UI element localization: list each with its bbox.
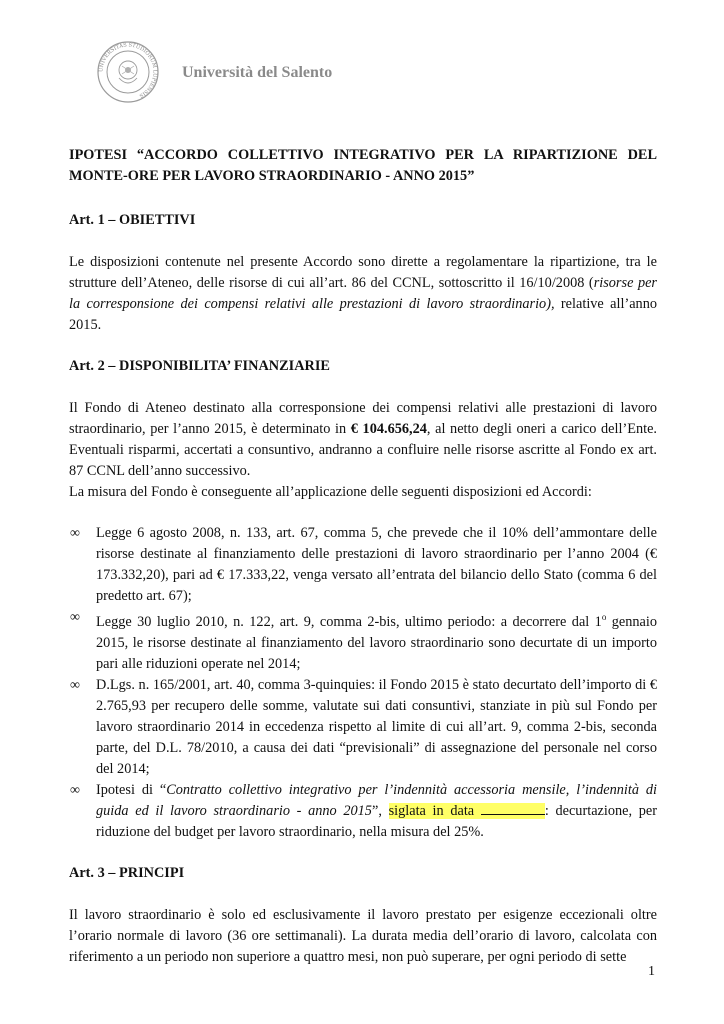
art2-heading: Art. 2 – DISPONIBILITA’ FINANZIARIE: [69, 358, 330, 374]
university-seal-logo: [96, 40, 160, 104]
art2-intro-list: La misura del Fondo è conseguente all’applicazione delle seguenti disposizioni ed Accordi:: [69, 484, 592, 500]
list-item: ∞ D.Lgs. n. 165/2001, art. 40, comma 3-quinquies: il Fondo 2015 è stato decurtato dell’importo di € 2.765,93 per recupero delle somme, valutate sui dati consuntivi, stanziate in più sul Fondo per lavoro straordinario 2014 in eccedenza rispetto al limite di cui all’art. 9, comma 2-bis, seconda parte, del D.L. 78/2010, a causa dei dati “previsionali” di assegnazione del personale nel corso del 2014;: [70, 676, 657, 777]
infinity-bullet-icon: ∞: [70, 610, 80, 625]
infinity-bullet-icon: ∞: [70, 677, 80, 693]
highlighted-date-placeholder: siglata in data: [389, 803, 545, 819]
university-name: Università del Salento: [182, 64, 333, 81]
art3-heading: Art. 3 – PRINCIPI: [69, 864, 185, 881]
list-item: ∞ Legge 30 luglio 2010, n. 122, art. 9, comma 2-bis, ultimo periodo: a decorrere dal 1$^o$ gennaio 2015, le risorse destinate al finanziamento del lavoro straordinario sono decurtate di un importo pari alle riduzioni operate nel 2014;: [69, 607, 657, 675]
letterhead: [96, 40, 496, 110]
page-number: 1: [648, 964, 655, 979]
document-body: [69, 145, 657, 968]
seal-text: UNIVERSITAS STUDIORUM LUPIENSIS: [98, 42, 158, 99]
list-item: ∞ Ipotesi di “Contratto collettivo integrativo per l’indennità accessoria mensile, l’indennità di guida ed il lavoro straordinario - anno 2015”, siglata in data : decurtazione, per riduzione del budget per lavoro straordinario, nella misura del 25%.: [70, 781, 657, 840]
infinity-bullet-icon: ∞: [70, 782, 80, 798]
art2-paragraph: Il Fondo di Ateneo destinato alla corresponsione dei compensi relativi alle prestazioni di lavoro straordinario, per l’anno 2015, è determinato in € 104.656,24, al netto degli oneri a carico dell’Ente. Eventuali risparmi, accertati a consuntivo, andranno a confluire nelle risorse ascritte al Fondo ex art. 87 CCNL dell’anno successivo.: [69, 400, 658, 479]
art1-heading: Art. 1 – OBIETTIVI: [69, 212, 196, 228]
fund-amount: € 104.656,24: [350, 421, 427, 437]
infinity-bullet-icon: ∞: [70, 526, 80, 541]
art1-paragraph: Le disposizioni contenute nel presente Accordo sono dirette a regolamentare la ripartizione, tra le strutture dell’Ateneo, delle risorse di cui all’art. 86 del CCNL, sottoscritto il 16/10/2008 (risorse per la corresponsione dei compensi relativi alle prestazioni di lavoro straordinario), relative all’anno 2015.: [69, 254, 658, 333]
document-title: IPOTESI “ACCORDO COLLETTIVO INTEGRATIVO PER LA RIPARTIZIONE DEL MONTE-ORE PER LAVORO STRAORDINARIO - ANNO 2015”: [69, 147, 657, 184]
provisions-list: [69, 523, 657, 843]
art3-paragraph: Il lavoro straordinario è solo ed esclusivamente il lavoro prestato per esigenze eccezionali oltre l’orario normale di lavoro (36 ore settimanali). La durata media dell’orario di lavoro, calcolata con riferimento a un periodo non superiore a quattro mesi, non può superare, per ogni periodo di sette: [69, 906, 657, 965]
list-item: ∞ Legge 6 agosto 2008, n. 133, art. 67, comma 5, che prevede che il 10% dell’ammontare delle risorse destinate al finanziamento delle prestazioni di lavoro straordinario per l’anno 2004 (€ 173.332,20), pari ad € 17.333,22, venga versato all’entrata del bilancio dello Stato (comma 6 del predetto art. 67);: [70, 525, 657, 604]
blank-date-line: [481, 802, 545, 815]
